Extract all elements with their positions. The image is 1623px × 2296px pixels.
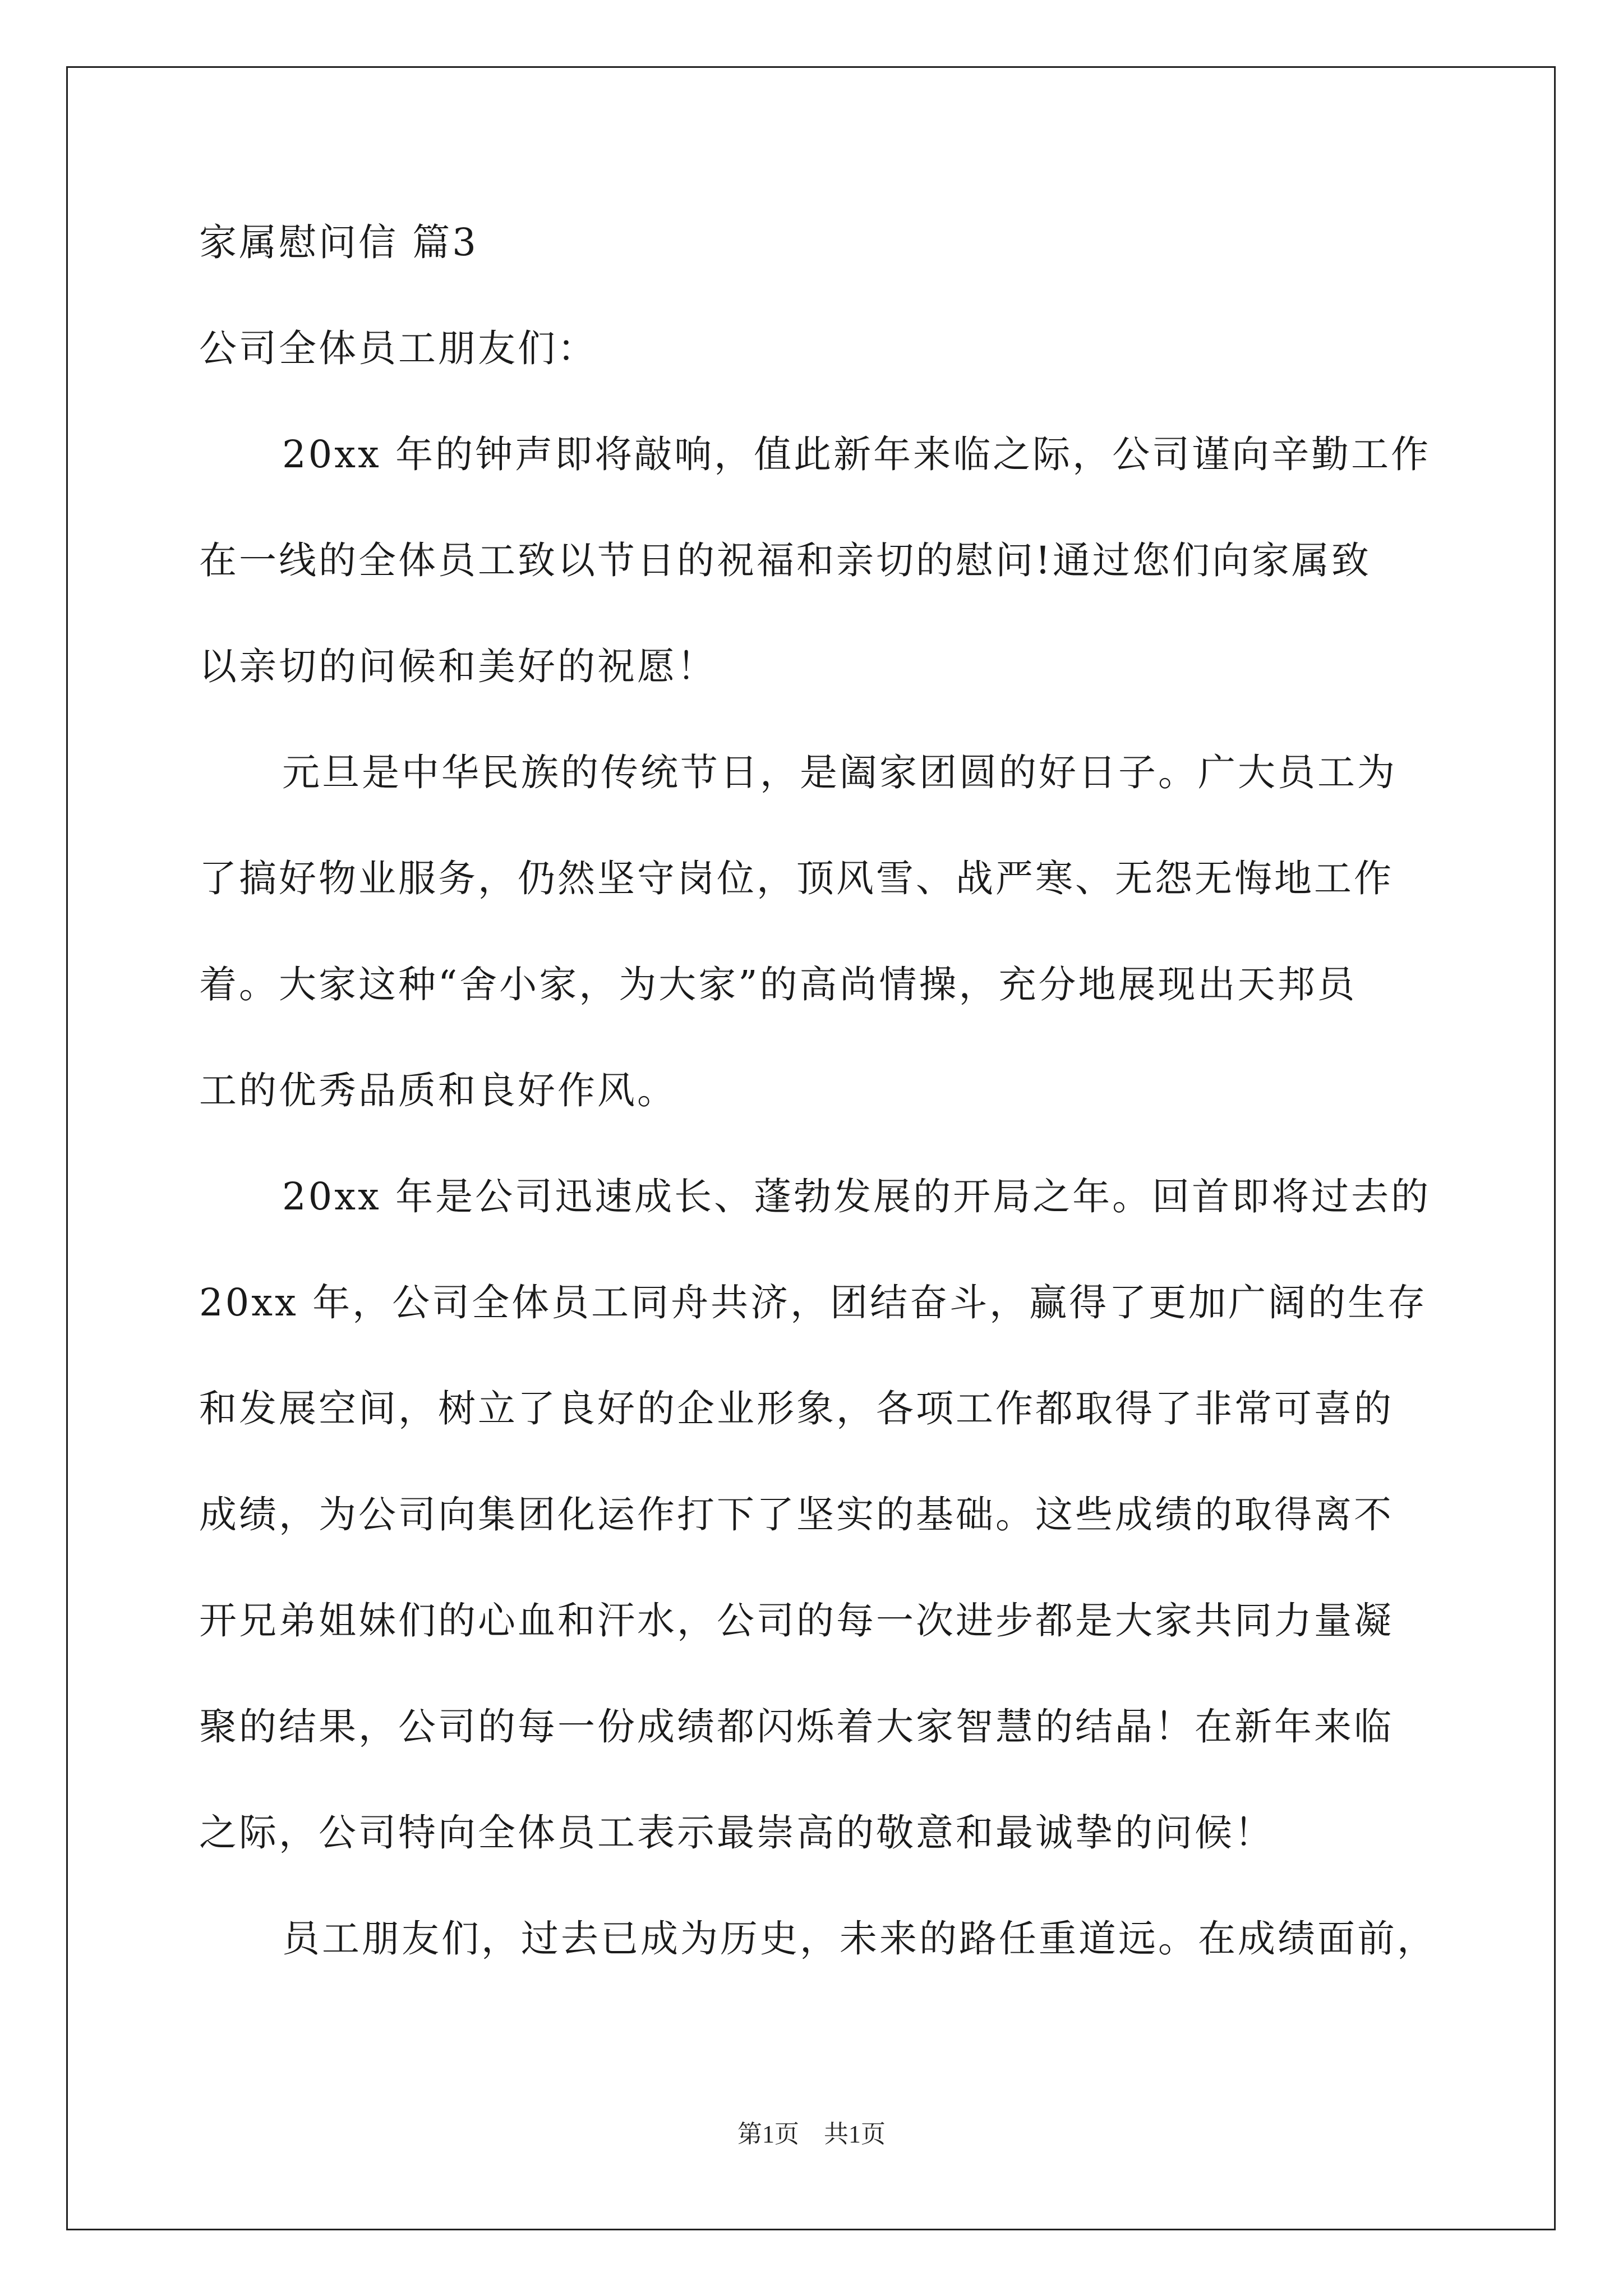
- text-line: 开兄弟姐妹们的心血和汗水，公司的每一次进步都是大家共同力量凝: [199, 1599, 1394, 1642]
- text-line: 20xx 年是公司迅速成长、蓬勃发展的开局之年。回首即将过去的: [282, 1175, 1431, 1218]
- text-line: 元旦是中华民族的传统节日，是阖家团圆的好日子。广大员工为: [282, 751, 1397, 794]
- text-line: 工的优秀品质和良好作风。: [199, 1069, 677, 1112]
- text-line: 聚的结果，公司的每一份成绩都闪烁着大家智慧的结晶！在新年来临: [199, 1705, 1394, 1749]
- salutation: 公司全体员工朋友们：: [199, 326, 597, 370]
- text-line: 员工朋友们，过去已成为历史，未来的路任重道远。在成绩面前，: [282, 1917, 1437, 1961]
- text-line: 在一线的全体员工致以节日的祝福和亲切的慰问!通过您们向家属致: [199, 539, 1371, 582]
- text-line: 以亲切的问候和美好的祝愿！: [199, 645, 717, 688]
- document-body: [199, 220, 1437, 2024]
- page-number-footer: 第1页 共1页: [737, 2120, 886, 2148]
- text-line: 成绩，为公司向集团化运作打下了坚实的基础。这些成绩的取得离不: [199, 1493, 1394, 1536]
- text-line: 20xx 年，公司全体员工同舟共济，团结奋斗，赢得了更加广阔的生存: [199, 1281, 1428, 1324]
- text-line: 和发展空间，树立了良好的企业形象，各项工作都取得了非常可喜的: [199, 1387, 1394, 1430]
- text-line: 20xx 年的钟声即将敲响，值此新年来临之际，公司谨向辛勤工作: [282, 432, 1431, 476]
- document-title: 家属慰问信 篇3: [199, 220, 478, 264]
- text-line: 之际，公司特向全体员工表示最崇高的敬意和最诚挚的问候！: [199, 1811, 1274, 1855]
- text-line: 了搞好物业服务，仍然坚守岗位，顶风雪、战严寒、无怨无悔地工作: [199, 857, 1394, 900]
- text-line: 着。大家这种“舍小家，为大家”的高尚情操，充分地展现出天邦员: [199, 963, 1357, 1006]
